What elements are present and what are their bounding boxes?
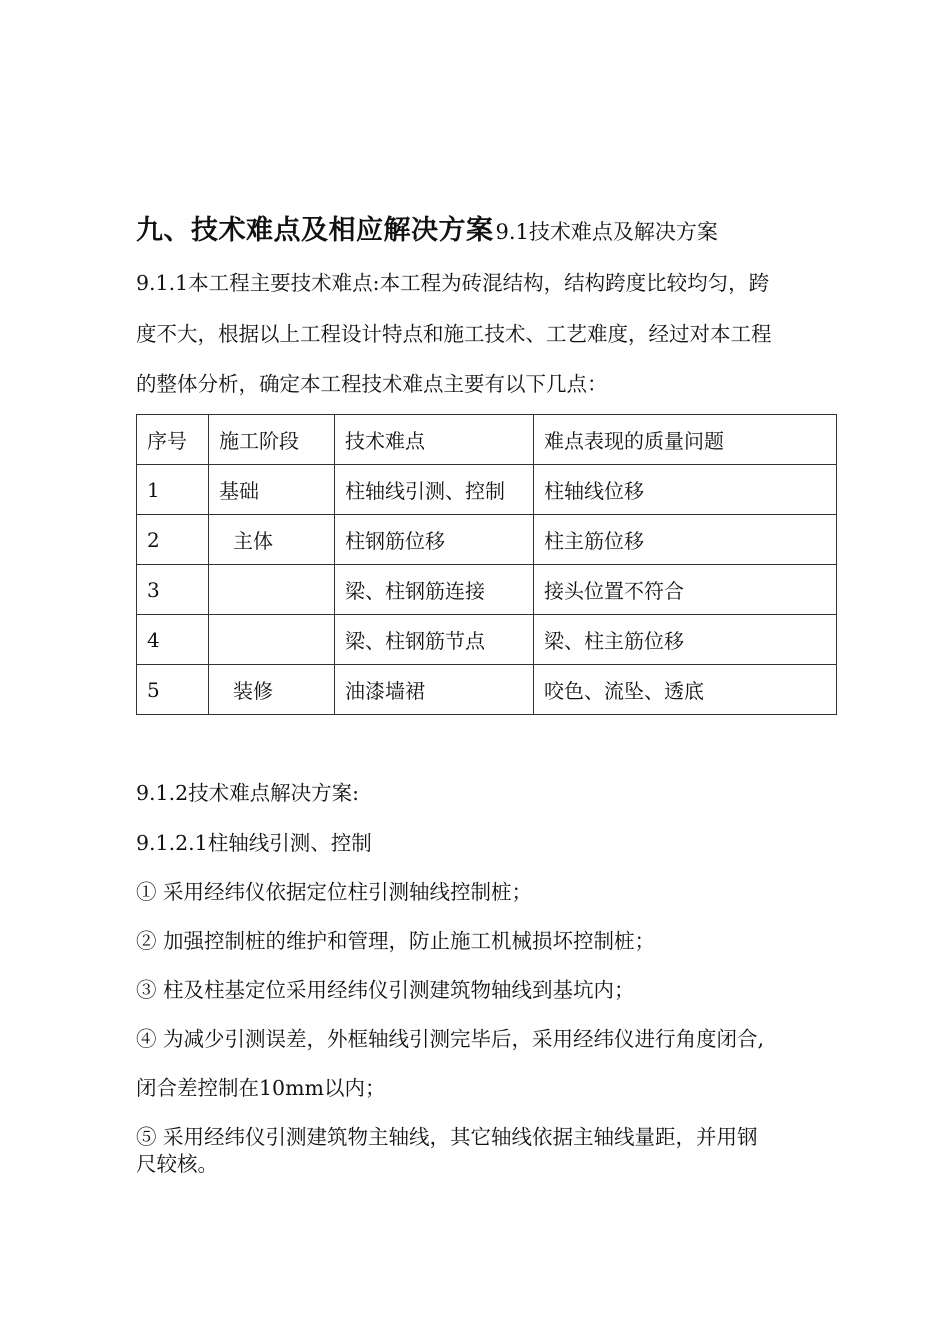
table-row [137,665,837,715]
technical-difficulties-table [136,414,837,715]
solutions-subtitle: 9.1.2.1柱轴线引测、控制 [136,831,372,855]
header-cell: 施工阶段 [209,415,335,465]
table-cell: 柱轴线位移 [534,465,837,515]
table-cell: 梁、柱主筋位移 [534,615,837,665]
table-cell: 主体 [209,515,335,565]
header-cell: 难点表现的质量问题 [534,415,837,465]
solution-item: ⑤ 采用经纬仪引测建筑物主轴线，其它轴线依据主轴线量距，并用钢 [136,1125,758,1149]
table-cell: 接头位置不符合 [534,565,837,615]
table-cell: 装修 [209,665,335,715]
section-title: 九、技术难点及相应解决方案 [136,215,494,246]
solution-item-continued: 闭合差控制在10mm以内； [136,1076,386,1100]
table-row [137,465,837,515]
solution-item-continued: 尺较核。 [136,1152,218,1176]
section-heading [136,208,718,247]
intro-line-1: 9.1.1本工程主要技术难点:本工程为砖混结构，结构跨度比较均匀，跨 [136,271,770,295]
table-row [137,515,837,565]
table-cell [209,565,335,615]
table-cell: 柱钢筋位移 [335,515,534,565]
header-cell: 技术难点 [335,415,534,465]
header-cell: 序号 [137,415,209,465]
table-cell: 5 [137,665,209,715]
table-cell: 2 [137,515,209,565]
intro-line-3: 的整体分析，确定本工程技术难点主要有以下几点： [136,372,608,396]
table-cell: 1 [137,465,209,515]
table-cell: 4 [137,615,209,665]
table-header-row [137,415,837,465]
solution-item: ① 采用经纬仪依据定位柱引测轴线控制桩； [136,880,533,904]
solution-item: ② 加强控制桩的维护和管理，防止施工机械损坏控制桩； [136,929,656,953]
table-cell: 基础 [209,465,335,515]
table-cell: 油漆墙裙 [335,665,534,715]
intro-line-2: 度不大，根据以上工程设计特点和施工技术、工艺难度，经过对本工程 [136,322,772,346]
solutions-title: 9.1.2技术难点解决方案: [136,781,360,805]
table-cell: 咬色、流坠、透底 [534,665,837,715]
table-cell: 梁、柱钢筋连接 [335,565,534,615]
table-cell: 梁、柱钢筋节点 [335,615,534,665]
table-cell: 柱主筋位移 [534,515,837,565]
solution-item: ④ 为减少引测误差，外框轴线引测完毕后，采用经纬仪进行角度闭合, [136,1027,765,1051]
solution-item: ③ 柱及柱基定位采用经纬仪引测建筑物轴线到基坑内； [136,978,635,1002]
table-row [137,565,837,615]
subsection-title: 9.1技术难点及解决方案 [495,220,718,244]
table-cell: 柱轴线引测、控制 [335,465,534,515]
table-row [137,615,837,665]
table-cell: 3 [137,565,209,615]
table-cell [209,615,335,665]
